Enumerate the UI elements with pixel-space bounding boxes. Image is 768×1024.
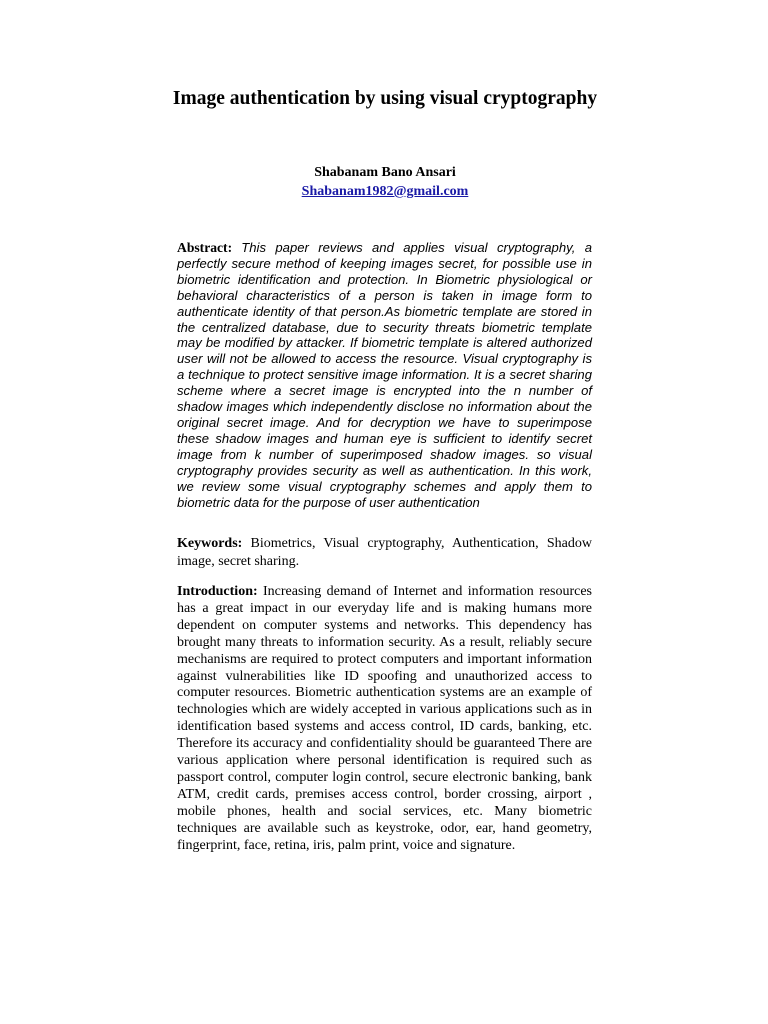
introduction-label: Introduction: bbox=[177, 584, 258, 599]
introduction-text: Increasing demand of Internet and information resources has a great impact in our everyday life and is making humans more dependent on computer systems and networks. This dependency has brought many threats to information security. As a result, reliably secure mechanisms are required to protect computers and important information against vulnerabilities like ID spoofing and unauthorized access to computer resources. Biometric authentication systems are an example of technologies which are widely accepted in various applications such as in identification based systems and access control, ID cards, banking, etc. Therefore its accuracy and confidentiality should be guaranteed There are various application where personal identification is required such as passport control, computer login control, secure electronic banking, bank ATM, credit cards, premises access control, border crossing, airport , mobile phones, health and social services, etc. Many biometric techniques are available such as keystroke, odor, ear, hand geometry, fingerprint, face, retina, iris, palm print, voice and signature. bbox=[177, 584, 592, 853]
author-email bbox=[140, 183, 630, 201]
introduction-paragraph bbox=[177, 584, 592, 855]
keywords-text: Biometrics, Visual cryptography, Authentication, Shadow image, secret sharing. bbox=[177, 536, 592, 569]
author-email-link[interactable]: Shabanam1982@gmail.com bbox=[301, 184, 469, 199]
paper-title: Image authentication by using visual cryptography bbox=[172, 88, 598, 109]
keywords-label: Keywords: bbox=[177, 536, 243, 551]
keywords-paragraph bbox=[177, 535, 592, 570]
abstract-text: This paper reviews and applies visual cryptography, a perfectly secure method of keeping images secret, for possible use in biometric identification and protection. In Biometric physiological or behavioral characteristics of a person is taken in image form to authenticate identity of that person.As biometric template are stored in the centralized database, due to security threats biometric template may be modified by attacker. If biometric template is altered authorized user will not be allowed to access the resource. Visual cryptography is a technique to protect sensitive image information. It is a secret sharing scheme where a secret image is encrypted into the n number of shadow images which independently disclose no information about the original secret image. And for decryption we have to superimpose these shadow images and human eye is sufficient to identify secret image from k number of superimposed shadow images. so visual cryptography provides security as well as authentication. In this work, we review some visual cryptography schemes and apply them to biometric data for the purpose of user authentication bbox=[177, 240, 592, 510]
abstract-label: Abstract: bbox=[177, 240, 233, 255]
abstract-paragraph bbox=[177, 240, 592, 510]
author-name: Shabanam Bano Ansari bbox=[314, 165, 456, 180]
